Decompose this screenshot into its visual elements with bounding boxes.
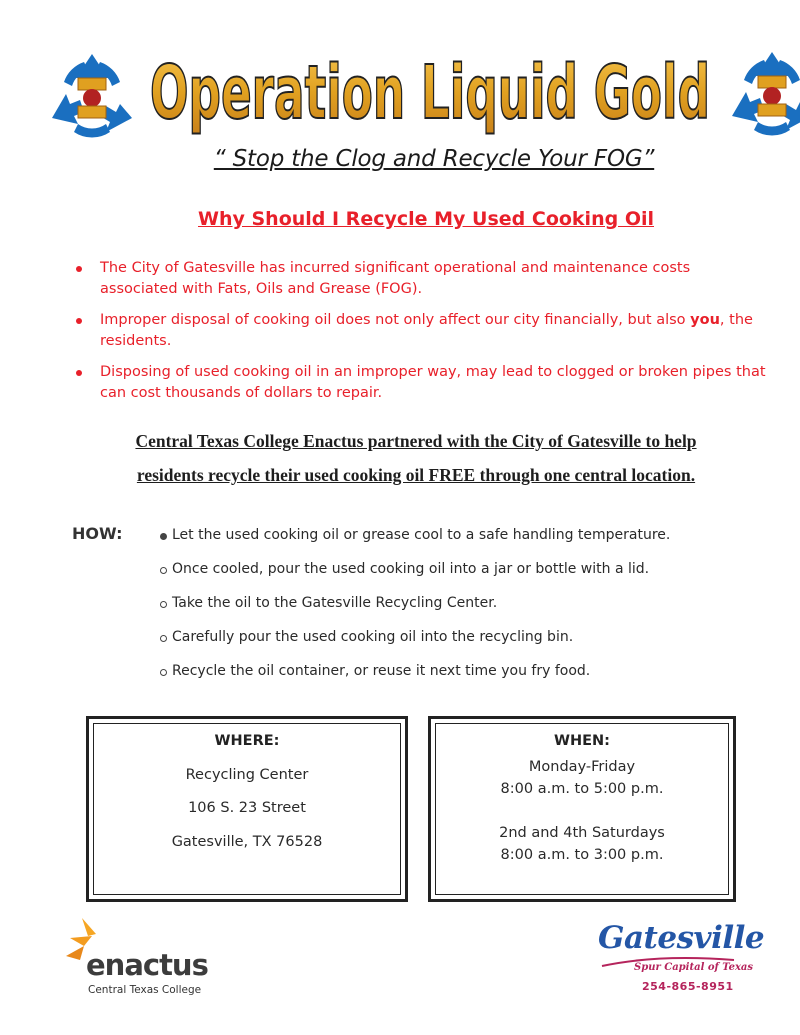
when-box (428, 716, 736, 902)
title-text: Operation Liquid Gold (150, 50, 710, 136)
enactus-wordmark: enactus (86, 948, 208, 982)
slogan: “ Stop the Clog and Recycle Your FOG” (213, 146, 655, 172)
list-item: Disposing of used cooking oil in an improper way, may lead to clogged or broken pipes that can cost thousands of dollars to repair. (76, 362, 766, 404)
enactus-college: Central Texas College (88, 984, 202, 996)
list-item: Recycle the oil container, or reuse it next time you fry food. (160, 660, 760, 694)
where-box (86, 716, 408, 902)
where-street: 106 S. 23 Street (188, 800, 306, 816)
when-weekday-days: Monday-Friday (528, 759, 636, 775)
gatesville-wordmark: Gatesville (598, 920, 765, 956)
where-heading: WHERE: (214, 733, 280, 749)
where-city: Gatesville, TX 76528 (171, 834, 323, 850)
list-item: Carefully pour the used cooking oil into the recycling bin. (160, 626, 760, 660)
why-heading: Why Should I Recycle My Used Cooking Oil (198, 208, 654, 230)
gatesville-phone: 254-865-8951 (642, 980, 734, 993)
where-name: Recycling Center (185, 767, 309, 783)
title-banner (140, 34, 720, 144)
list-item: The City of Gatesville has incurred significant operational and maintenance costs associated with Fats, Oils and Grease (FOG). (76, 258, 766, 300)
recycle-logo-right (724, 46, 800, 142)
list-item: Let the used cooking oil or grease cool to a safe handling temperature. (160, 524, 760, 558)
list-item: Take the oil to the Gatesville Recycling Center. (160, 592, 760, 626)
how-label: HOW: (72, 524, 123, 543)
when-saturday-hours: 8:00 a.m. to 3:00 p.m. (500, 847, 664, 863)
when-saturday-days: 2nd and 4th Saturdays (499, 825, 665, 841)
how-steps-list (160, 524, 760, 694)
reasons-list (76, 258, 766, 414)
when-weekday-hours: 8:00 a.m. to 5:00 p.m. (500, 781, 664, 797)
when-heading: WHEN: (554, 733, 610, 749)
list-item: Improper disposal of cooking oil does not only affect our city financially, but also you, the residents. (76, 310, 766, 352)
gatesville-tagline: Spur Capital of Texas (634, 962, 754, 973)
list-item: Once cooled, pour the used cooking oil into a jar or bottle with a lid. (160, 558, 760, 592)
recycle-logo-left (44, 48, 140, 144)
partnership-statement: Central Texas College Enactus partnered with the City of Gatesville to help residents recycle their used cooking oil FREE through one central location. (135, 431, 697, 485)
